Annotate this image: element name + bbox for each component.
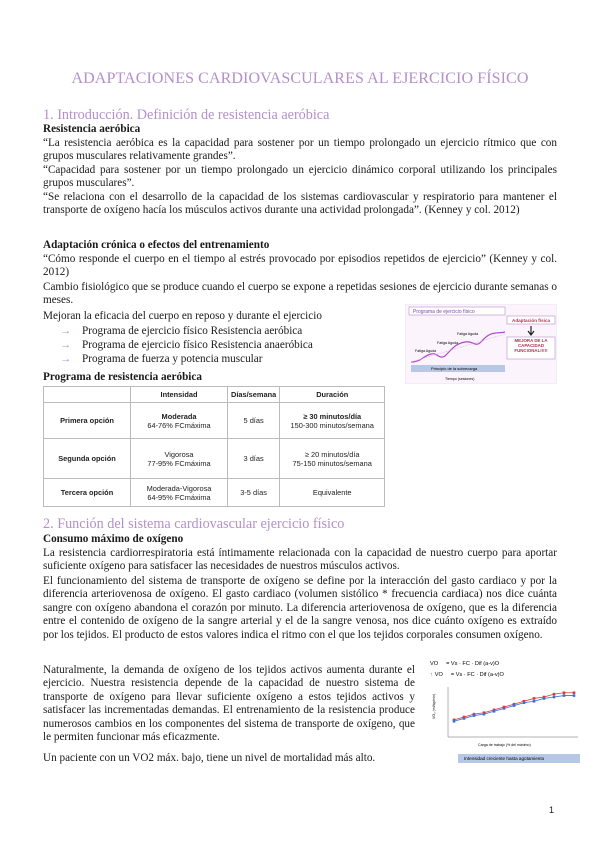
paragraph-definition-2: “Capacidad para sostener por un tiempo prolongado un ejercicio dinámico corporal utilizando los principales grupos musculares”. [43,164,557,190]
section1-heading: 1. Introducción. Definición de resistencia aeróbica [43,107,330,123]
diagram-label-fatiga-1: Fatiga Aguda [415,349,437,353]
data-point [573,691,576,694]
data-point [493,710,496,713]
paragraph-eficacia: Mejoran la eficacia del cuerpo en reposo y durante el ejercicio [43,310,322,322]
table-header-row [44,387,385,403]
data-point [463,717,466,720]
vo2-chart [428,657,583,768]
column-header-dias: Días/semana [228,387,280,403]
paragraph-definition-1: “La resistencia aeróbica es la capacidad para sostener por un tiempo prolongado un ejercicio rítmico que con grupos musculares relativamente grandes”. [43,137,557,163]
data-point [553,693,556,696]
bullet-list [60,324,313,366]
table-row: Primera opción Moderada 64-76% FCmáxima 5 días ≥ 30 minutos/día 150-300 minutos/semana [44,403,385,439]
subheading-resistencia-aerobica: Resistencia aeróbica [43,123,141,135]
column-header-duracion: Duración [280,387,385,403]
subheading-programa: Programa de resistencia aeróbica [43,371,202,383]
diagram-box-text: MEJORA DE LA CAPACIDAD FUNCIONAL!!!!! [514,338,548,353]
diagram-label-fatiga-3: Fatiga Aguda [457,332,479,336]
arrow-icon: → [60,325,72,337]
column-header-intensidad: Intensidad [131,387,228,403]
svg-text:↑VO= Vs · FC · Dif (a-v)O: ↑ VO = Vs · FC · Dif (a-v)O [430,672,504,678]
diagram-header: Programa de ejercicio físico [413,309,475,315]
arrow-icon: → [60,339,72,351]
data-point [523,701,526,704]
subheading-consumo: Consumo máximo de oxígeno [43,533,184,545]
plot-area [448,687,578,737]
chart-ylabel: VO₂ (ml/kg/min) [432,693,436,719]
paragraph-definition-3: “Se relaciona con el desarrollo de la capacidad de los sistemas cardiovascular y respiratorio para mantener el transporte de oxígeno hacía los músculos activos durante una actividad prolongada”. (Kenney y col. 2012) [43,191,557,217]
data-point [573,694,576,697]
data-point [483,713,486,716]
series-line-1 [454,696,574,722]
diagram-box-title: Adaptación física [512,318,551,323]
paragraph-transporte: El funcionamiento del sistema de transporte de oxígeno se define por la interacción del gasto cardiaco y por la diferencia arteriovenosa de oxígeno. El gasto cardiaco (volumen sistólico * frecuencia cardiaca) nos dice cuánta sangre con oxígeno abandona el corazón por minuto. La diferencia arteriovenosa de oxígeno, que es la diferencia entre el contenido de oxígeno de la sangre arterial y el de la sangre venosa, nos dice cuánto oxígeno es extraído por los tejidos. El producto de estos valores indica el ritmo con el que los tejidos corporales consumen oxígeno. [43,575,557,641]
diagram-band-label: Principio de la sobrecarga [431,366,478,371]
chart-band-label: Intensidad creciente hasta agotamiento [464,756,545,761]
paragraph-adaptacion-2: Cambio fisiológico que se produce cuando el cuerpo se expone a repetidas sesiones de ejercicio durante semanas o meses. [43,281,557,307]
diagram-axis-label: Tiempo (sesiones) [445,377,475,381]
data-point [453,720,456,723]
chart-xlabel: Carga de trabajo (% del máximo) [478,743,531,747]
data-point [563,691,566,694]
data-point [553,696,556,699]
diagram-label-fatiga-2: Fatiga Aguda [437,341,459,345]
subheading-adaptacion: Adaptación crónica o efectos del entrenamiento [43,239,270,251]
paragraph-demanda: Naturalmente, la demanda de oxígeno de los tejidos activos aumenta durante el ejercicio. Nuestra resistencia depende de la capacidad de nuestro sistema de transporte de oxígeno para llevar suficiente oxígeno a estos tejidos activos y satisfacer las incrementadas demandas. El entrenamiento de la resistencia produce numerosos cambios en los componentes del sistema de transporte de oxígeno, que le permiten funcionar más eficazmente. [43,664,415,744]
svg-text:VO= Vs · FC · Dif (a-v)O: VO = Vs · FC · Dif (a-v)O [430,661,500,667]
page-number: 1 [549,805,555,815]
data-point [533,697,536,700]
document-title: ADAPTACIONES CARDIOVASCULARES AL EJERCICIO FÍSICO [71,70,529,87]
data-point [503,707,506,710]
arrow-icon: → [60,353,72,365]
data-point [563,694,566,697]
adaptation-diagram [405,304,557,384]
list-item: → Programa de ejercicio físico Resistencia aeróbica [60,325,303,337]
data-point [543,697,546,700]
list-item: → Programa de ejercicio físico Resistencia anaeróbica [60,339,313,351]
paragraph-adaptacion-1: “Cómo responde el cuerpo en el tiempo al estrés provocado por episodios repetidos de ejercicio” (Kenney y col. 2012) [43,253,557,279]
paragraph-resistencia-cardio: La resistencia cardiorrespiratoria está íntimamente relacionada con la capacidad de nuestro cuerpo para aportar suficiente oxígeno para satisfacer las necesidades de nuestros músculos activos. [43,547,557,573]
table-row: Tercera opción Moderada-Vigorosa 64-95% FCmáxima 3-5 días Equivalente [44,479,385,507]
program-table [43,386,385,507]
data-point [513,704,516,707]
data-point [533,700,536,703]
list-item: → Programa de fuerza y potencia muscular [60,353,263,365]
section2-heading: 2. Función del sistema cardiovascular ejercicio físico [43,516,345,532]
paragraph-vo2: Un paciente con un VO2 máx. bajo, tiene un nivel de mortalidad más alto. [43,752,376,764]
table-row: Segunda opción Vigorosa 77-95% FCmáxima 3 días ≥ 20 minutos/día 75-150 minutos/semana [44,439,385,479]
data-point [473,714,476,717]
